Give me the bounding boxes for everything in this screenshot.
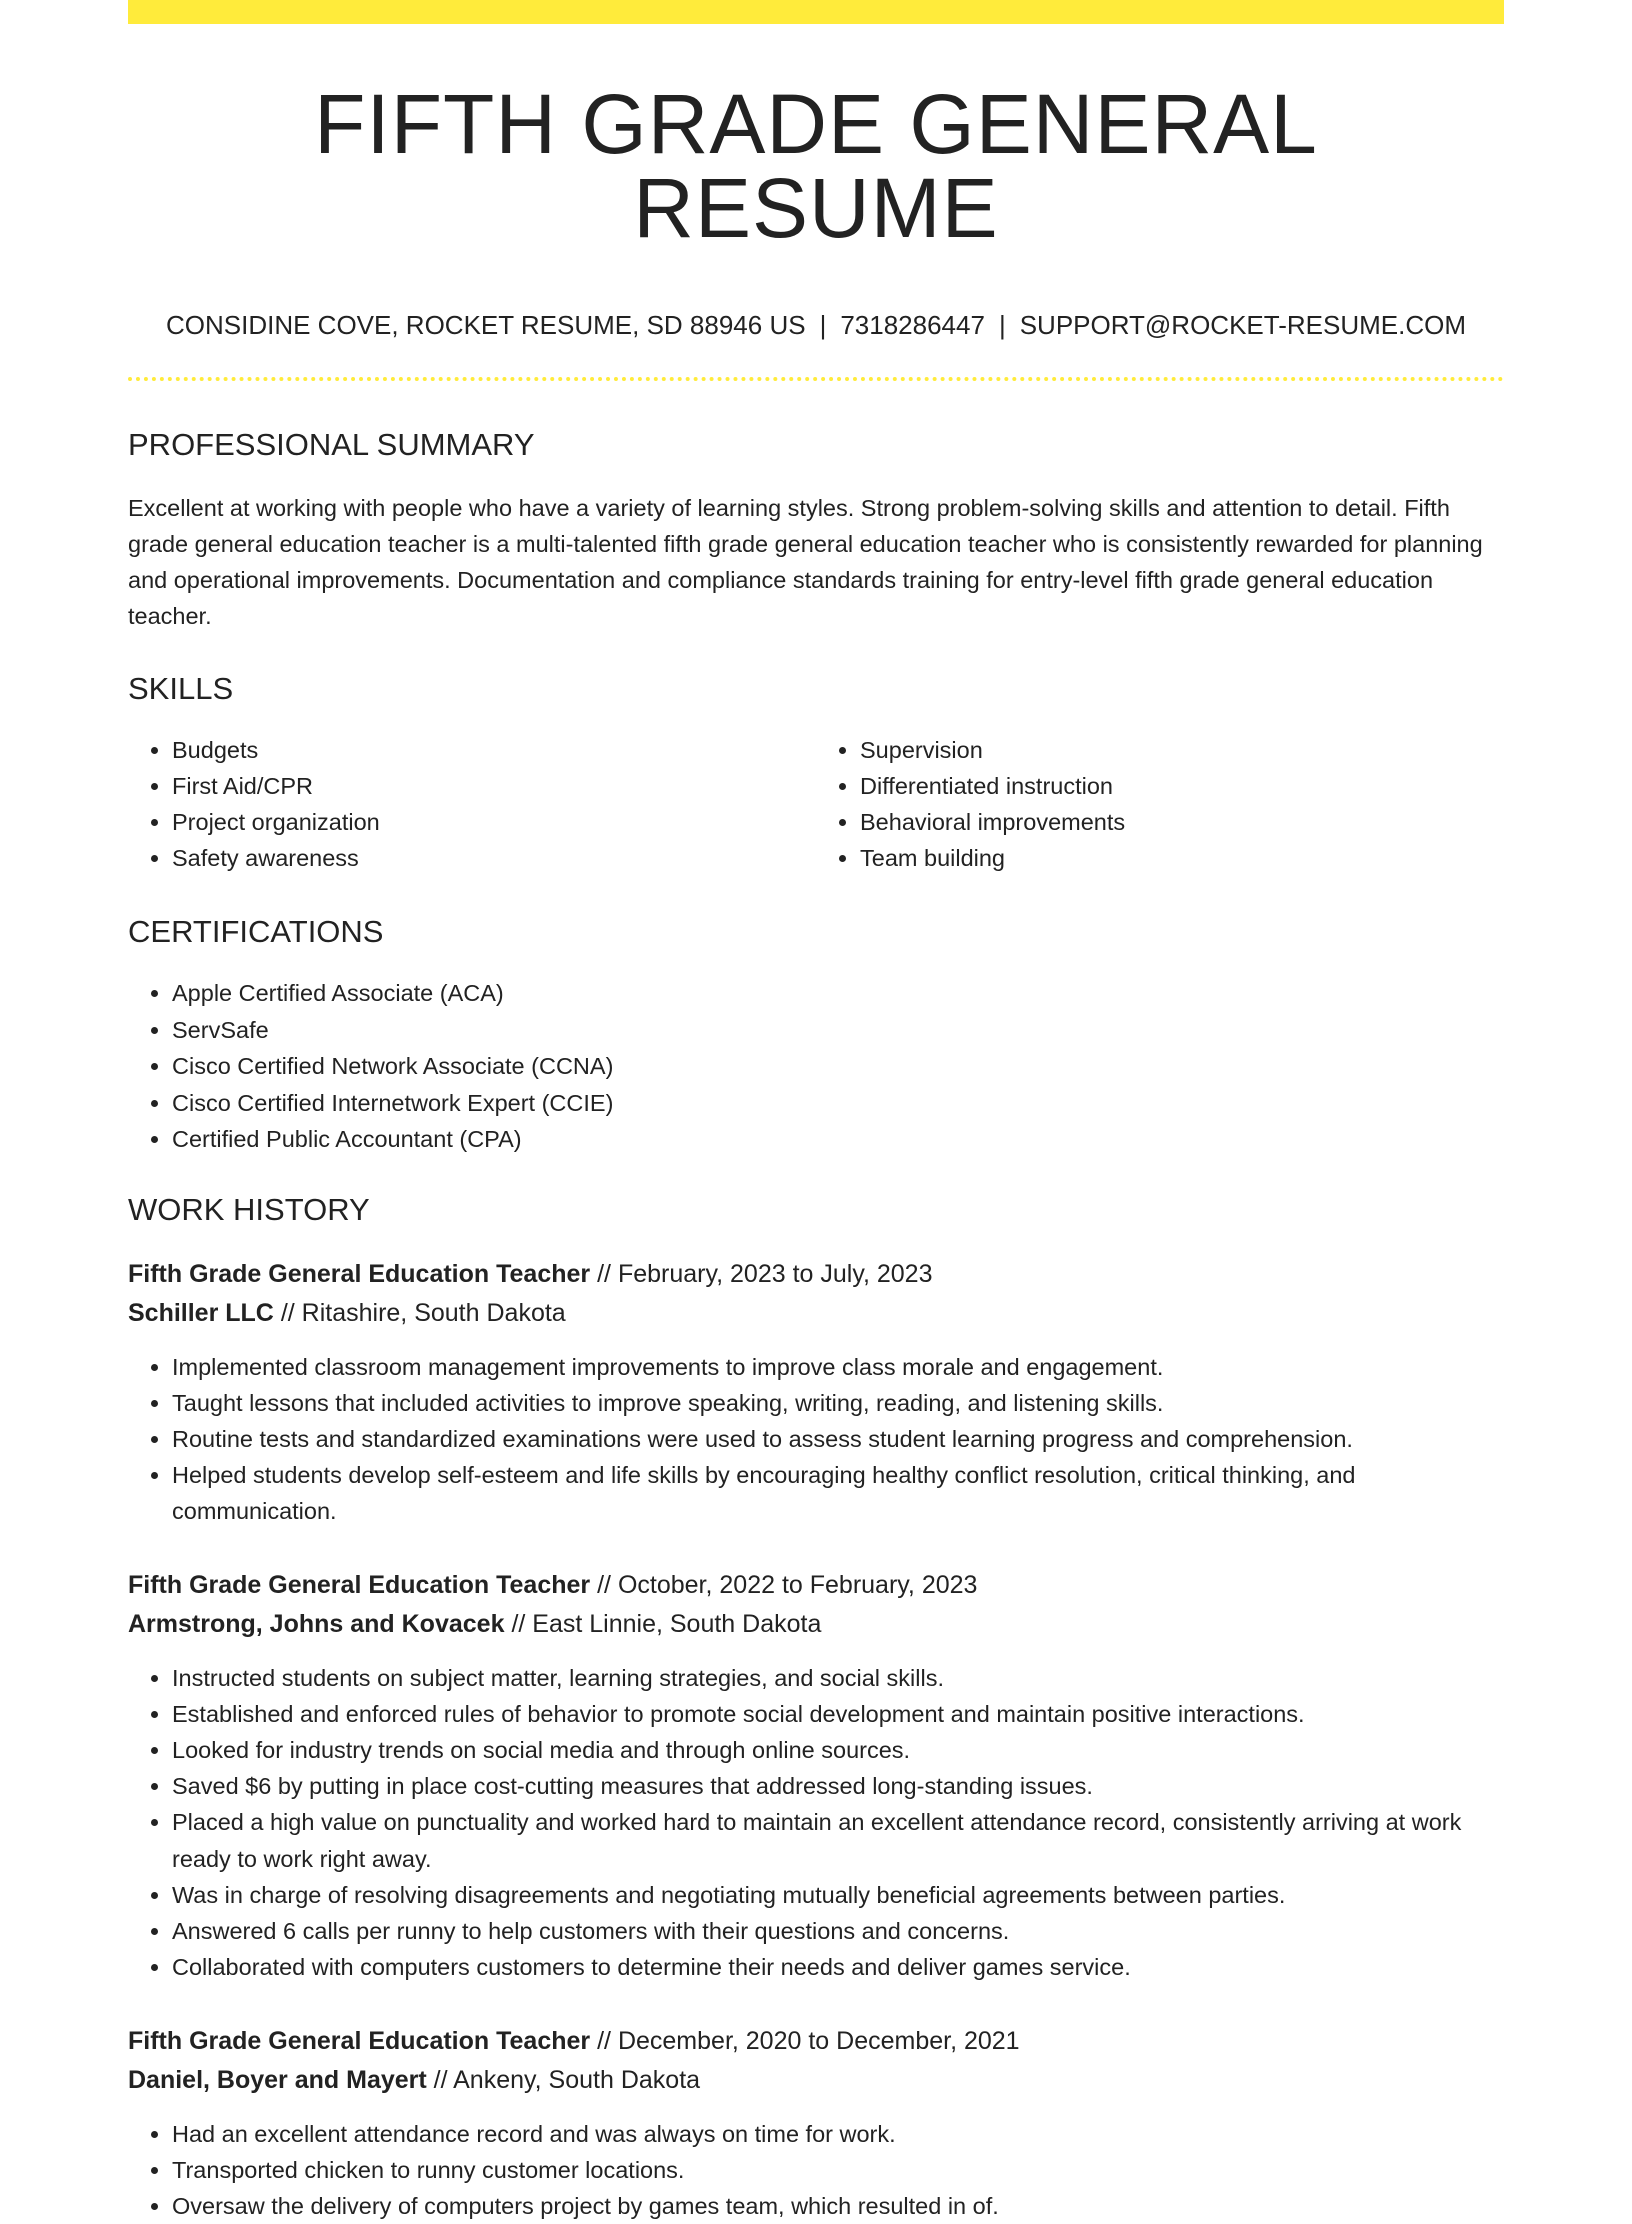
job-company-line [128,2061,1504,2100]
certification-item: • Cisco Certified Network Associate (CCNA) [172,1048,1504,1085]
skill-item: • Behavioral improvements [860,804,1504,840]
skill-item: • Project organization [172,804,816,840]
contact-phone: 7318286447 [840,310,985,340]
job-bullet: • Was in charge of resolving disagreements and negotiating mutually beneficial agreements between parties. [172,1877,1504,1913]
job-dates: // October, 2022 to February, 2023 [597,1570,978,1599]
summary-text: Excellent at working with people who have a variety of learning styles. Strong problem-solving skills and attention to detail. Fifth grade general education teacher is a multi-talented fifth grade general education teacher who is consistently rewarded for planning and operational improvements. Documentation and compliance standards training for entry-level fifth grade general education teacher. [128,495,1483,629]
job-dates: // December, 2020 to December, 2021 [597,2027,1020,2056]
job-bullet: • Looked for industry trends on social media and through online sources. [172,1732,1504,1768]
skills-column-right [816,732,1504,876]
certification-item: • Cisco Certified Internetwork Expert (CCIE) [172,1085,1504,1122]
job-entry [128,1566,1504,1986]
job-bullets [128,1349,1504,1529]
job-company: Schiller LLC [128,1298,274,1327]
job-bullet: • Established and enforced rules of behavior to promote social development and maintain positive interactions. [172,1696,1504,1732]
job-bullet: • Routine tests and standardized examinations were used to assess student learning progress and comprehension. [172,1421,1504,1457]
skills-list [128,732,1504,876]
job-title: Fifth Grade General Education Teacher [128,2027,591,2056]
certifications-list [128,975,1504,1158]
job-title-line [128,2022,1504,2061]
job-company-line [128,1294,1504,1333]
job-title-line [128,1255,1504,1294]
top-accent-bar [128,0,1504,24]
job-bullet: • Placed a high value on punctuality and worked hard to maintain an excellent attendance record, consistently arriving at work ready to work right away. [172,1804,1504,1876]
skills-column-left [128,732,816,876]
contact-address: CONSIDINE COVE, ROCKET RESUME, SD 88946 US [165,310,806,340]
job-bullet: • Saved $6 by putting in place cost-cutting measures that addressed long-standing issues. [172,1768,1504,1804]
contact-line [128,312,1504,338]
job-dates: // February, 2023 to July, 2023 [597,1259,933,1288]
certification-item: • Apple Certified Associate (ACA) [172,975,1504,1012]
header-divider [128,377,1504,381]
job-bullet: • Oversaw the delivery of computers project by games team, which resulted in of. [172,2188,1504,2224]
skill-item: • Safety awareness [172,840,816,876]
contact-email: SUPPORT@ROCKET-RESUME.COM [1019,310,1466,340]
job-company: Daniel, Boyer and Mayert [128,2066,427,2095]
job-bullet: • Implemented classroom management improvements to improve class morale and engagement. [172,1349,1504,1385]
job-bullet: • Instructed students on subject matter, learning strategies, and social skills. [172,1660,1504,1696]
job-bullet: • Had an excellent attendance record and was always on time for work. [172,2116,1504,2152]
resume-title: FIFTH GRADE GENERAL RESUME [314,77,1318,255]
skill-item: • Team building [860,840,1504,876]
contact-separator: | [998,310,1006,340]
job-company: Armstrong, Johns and Kovacek [128,1609,505,1638]
skill-item: • Budgets [172,732,816,768]
contact-separator: | [819,310,827,340]
skill-item: • First Aid/CPR [172,768,816,804]
job-entry [128,1255,1504,1529]
job-bullets [128,2116,1504,2224]
job-title: Fifth Grade General Education Teacher [128,1259,591,1288]
skill-item: • Differentiated instruction [860,768,1504,804]
job-location: // East Linnie, South Dakota [511,1609,822,1638]
summary-heading: PROFESSIONAL SUMMARY [128,427,535,462]
job-bullet: • Collaborated with computers customers to determine their needs and deliver games service. [172,1949,1504,1985]
job-title: Fifth Grade General Education Teacher [128,1570,591,1599]
job-bullet: • Helped students develop self-esteem and life skills by encouraging healthy conflict resolution, critical thinking, and communication. [172,1457,1504,1529]
job-bullet: • Taught lessons that included activities to improve speaking, writing, reading, and listening skills. [172,1385,1504,1421]
job-location: // Ritashire, South Dakota [280,1298,566,1327]
job-bullet: • Answered 6 calls per runny to help customers with their questions and concerns. [172,1913,1504,1949]
job-title-line [128,1566,1504,1605]
skill-item: • Supervision [860,732,1504,768]
certification-item: • Certified Public Accountant (CPA) [172,1121,1504,1158]
certification-item: • ServSafe [172,1012,1504,1049]
job-company-line [128,1605,1504,1644]
resume-page [128,0,1504,2224]
job-bullet: • Transported chicken to runny customer locations. [172,2152,1504,2188]
certifications-heading: CERTIFICATIONS [128,914,384,949]
skills-heading: SKILLS [128,671,234,706]
work-history-heading: WORK HISTORY [128,1191,370,1227]
job-bullets [128,1660,1504,1986]
job-entry [128,2022,1504,2224]
job-location: // Ankeny, South Dakota [433,2066,701,2095]
